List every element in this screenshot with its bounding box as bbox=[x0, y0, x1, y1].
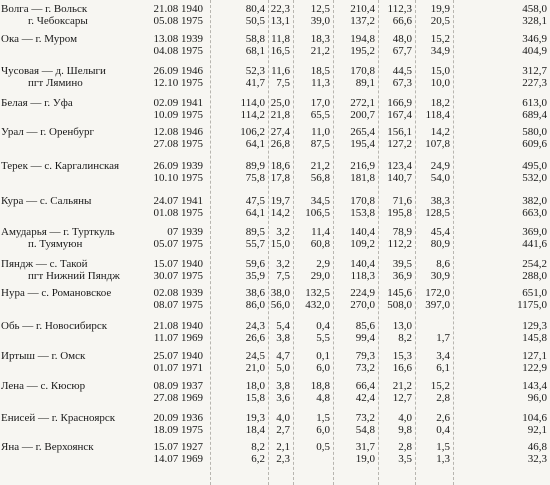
station-name: г. Чебоксары bbox=[28, 15, 88, 27]
table-cell: 15,2 bbox=[430, 33, 450, 45]
table-cell: 15,0 bbox=[430, 65, 450, 77]
table-cell: 12,5 bbox=[310, 3, 330, 15]
table-cell: 18,6 bbox=[270, 160, 290, 172]
table-cell: 38,0 bbox=[270, 287, 290, 299]
table-cell: 6,0 bbox=[316, 362, 330, 374]
observation-date: 11.07 1969 bbox=[153, 332, 203, 344]
table-cell: 55,7 bbox=[245, 238, 265, 250]
table-cell: 397,0 bbox=[425, 299, 450, 311]
table-cell: 129,3 bbox=[522, 320, 547, 332]
table-cell: 34,9 bbox=[430, 45, 450, 57]
table-row-group bbox=[0, 320, 550, 344]
table-cell: 346,9 bbox=[522, 33, 547, 45]
table-cell: 54,0 bbox=[430, 172, 450, 184]
table-cell: 104,6 bbox=[522, 412, 547, 424]
table-cell: 21,8 bbox=[270, 109, 290, 121]
observation-date: 08.07 1975 bbox=[153, 299, 203, 311]
table-cell: 68,1 bbox=[245, 45, 265, 57]
table-cell: 89,9 bbox=[245, 160, 265, 172]
table-cell: 4,0 bbox=[276, 412, 290, 424]
observation-date: 08.09 1937 bbox=[153, 380, 203, 392]
table-cell: 16,5 bbox=[270, 45, 290, 57]
table-cell: 143,4 bbox=[522, 380, 547, 392]
observation-date: 24.07 1941 bbox=[153, 195, 203, 207]
station-name: Ока — г. Муром bbox=[1, 33, 78, 45]
table-cell: 96,0 bbox=[527, 392, 547, 404]
table-cell: 6,0 bbox=[316, 424, 330, 436]
table-cell: 613,0 bbox=[522, 97, 547, 109]
table-cell: 38,3 bbox=[430, 195, 450, 207]
table-cell: 167,4 bbox=[387, 109, 412, 121]
table-cell: 170,8 bbox=[350, 65, 375, 77]
table-cell: 11,8 bbox=[271, 33, 290, 45]
observation-date: 20.09 1936 bbox=[153, 412, 203, 424]
observation-date: 10.10 1975 bbox=[153, 172, 203, 184]
table-cell: 123,4 bbox=[387, 160, 412, 172]
table-cell: 79,3 bbox=[355, 350, 375, 362]
table-cell: 122,9 bbox=[522, 362, 547, 374]
table-cell: 508,0 bbox=[387, 299, 412, 311]
table-cell: 25,0 bbox=[270, 97, 290, 109]
table-cell: 52,3 bbox=[245, 65, 265, 77]
table-cell: 609,6 bbox=[522, 138, 547, 150]
table-row-group bbox=[0, 226, 550, 250]
observation-date: 15.07 1940 bbox=[153, 258, 203, 270]
table-cell: 441,6 bbox=[522, 238, 547, 250]
table-cell: 56,8 bbox=[310, 172, 330, 184]
table-cell: 17,0 bbox=[310, 97, 330, 109]
table-cell: 458,0 bbox=[522, 3, 547, 15]
table-cell: 2,8 bbox=[398, 441, 412, 453]
table-cell: 0,5 bbox=[316, 441, 330, 453]
station-name: Урал — г. Оренбург bbox=[1, 126, 94, 138]
table-cell: 2,7 bbox=[276, 424, 290, 436]
observation-date: 05.08 1975 bbox=[153, 15, 203, 27]
table-row-group bbox=[0, 258, 550, 282]
table-cell: 99,4 bbox=[355, 332, 375, 344]
station-name: Енисей — г. Красноярск bbox=[1, 412, 116, 424]
observation-date: 02.08 1939 bbox=[153, 287, 203, 299]
table-cell: 153,8 bbox=[350, 207, 375, 219]
table-cell: 21,2 bbox=[310, 160, 330, 172]
observation-date: 30.07 1975 bbox=[153, 270, 203, 282]
table-cell: 27,4 bbox=[270, 126, 290, 138]
observation-date: 12.08 1946 bbox=[153, 126, 203, 138]
table-cell: 19,3 bbox=[245, 412, 265, 424]
table-cell: 8,2 bbox=[251, 441, 265, 453]
station-name: Волга — г. Вольск bbox=[1, 3, 88, 15]
table-cell: 2,9 bbox=[316, 258, 330, 270]
table-cell: 21,2 bbox=[392, 380, 412, 392]
table-cell: 224,9 bbox=[350, 287, 375, 299]
table-cell: 78,9 bbox=[392, 226, 412, 238]
table-cell: 73,2 bbox=[355, 412, 375, 424]
table-cell: 3,5 bbox=[398, 453, 412, 465]
table-cell: 1175,0 bbox=[517, 299, 547, 311]
table-cell: 137,2 bbox=[350, 15, 375, 27]
table-cell: 132,5 bbox=[305, 287, 330, 299]
table-cell: 5,5 bbox=[316, 332, 330, 344]
table-row-group bbox=[0, 412, 550, 436]
table-cell: 17,8 bbox=[270, 172, 290, 184]
table-cell: 45,4 bbox=[430, 226, 450, 238]
table-cell: 19,9 bbox=[430, 3, 450, 15]
table-cell: 3,6 bbox=[276, 392, 290, 404]
table-cell: 14,2 bbox=[430, 126, 450, 138]
table-row-group bbox=[0, 33, 550, 57]
observation-date: 26.09 1939 bbox=[153, 160, 203, 172]
table-cell: 114,2 bbox=[240, 109, 265, 121]
table-cell: 1,5 bbox=[436, 441, 450, 453]
table-cell: 5,0 bbox=[276, 362, 290, 374]
station-name: Терек — с. Каргалинская bbox=[1, 160, 120, 172]
table-cell: 272,1 bbox=[350, 97, 375, 109]
table-cell: 3,8 bbox=[276, 332, 290, 344]
table-cell: 200,7 bbox=[350, 109, 375, 121]
table-cell: 2,3 bbox=[276, 453, 290, 465]
table-row-group bbox=[0, 441, 550, 465]
observation-date: 15.07 1927 bbox=[153, 441, 203, 453]
table-cell: 92,1 bbox=[527, 424, 547, 436]
table-cell: 0,4 bbox=[436, 424, 450, 436]
table-cell: 8,6 bbox=[436, 258, 450, 270]
observation-date: 10.09 1975 bbox=[153, 109, 203, 121]
table-cell: 1,5 bbox=[316, 412, 330, 424]
table-cell: 64,1 bbox=[245, 138, 265, 150]
table-cell: 35,9 bbox=[245, 270, 265, 282]
table-cell: 145,6 bbox=[387, 287, 412, 299]
table-cell: 54,8 bbox=[355, 424, 375, 436]
table-cell: 689,4 bbox=[522, 109, 547, 121]
table-cell: 56,0 bbox=[270, 299, 290, 311]
table-cell: 21,0 bbox=[245, 362, 265, 374]
table-cell: 60,8 bbox=[310, 238, 330, 250]
station-name: Яна — г. Верхоянск bbox=[1, 441, 94, 453]
table-cell: 18,4 bbox=[245, 424, 265, 436]
table-cell: 39,0 bbox=[310, 15, 330, 27]
table-cell: 2,8 bbox=[436, 392, 450, 404]
table-cell: 11,6 bbox=[271, 65, 290, 77]
observation-date: 27.08 1969 bbox=[153, 392, 203, 404]
table-cell: 18,2 bbox=[430, 97, 450, 109]
station-name: Чусовая — д. Шелыги bbox=[1, 65, 106, 77]
table-cell: 13,1 bbox=[270, 15, 290, 27]
table-cell: 20,5 bbox=[430, 15, 450, 27]
observation-date: 13.08 1939 bbox=[153, 33, 203, 45]
table-cell: 86,0 bbox=[245, 299, 265, 311]
table-cell: 12,7 bbox=[392, 392, 412, 404]
table-row-group bbox=[0, 380, 550, 404]
table-row-group bbox=[0, 97, 550, 121]
table-cell: 382,0 bbox=[522, 195, 547, 207]
observation-date: 02.09 1941 bbox=[153, 97, 203, 109]
table-cell: 3,2 bbox=[276, 226, 290, 238]
table-cell: 15,3 bbox=[392, 350, 412, 362]
observation-date: 01.08 1975 bbox=[153, 207, 203, 219]
observation-date: 01.07 1971 bbox=[153, 362, 203, 374]
station-name: Обь — г. Новосибирск bbox=[1, 320, 108, 332]
table-cell: 532,0 bbox=[522, 172, 547, 184]
observation-date: 27.08 1975 bbox=[153, 138, 203, 150]
table-cell: 73,2 bbox=[355, 362, 375, 374]
table-cell: 11,3 bbox=[311, 77, 330, 89]
observation-date: 25.07 1940 bbox=[153, 350, 203, 362]
station-name: Кура — с. Сальяны bbox=[1, 195, 92, 207]
table-cell: 112,3 bbox=[387, 3, 412, 15]
table-cell: 254,2 bbox=[522, 258, 547, 270]
table-cell: 127,1 bbox=[522, 350, 547, 362]
table-cell: 404,9 bbox=[522, 45, 547, 57]
table-cell: 140,4 bbox=[350, 258, 375, 270]
table-cell: 89,5 bbox=[245, 226, 265, 238]
table-cell: 195,8 bbox=[387, 207, 412, 219]
table-cell: 29,0 bbox=[310, 270, 330, 282]
table-cell: 85,6 bbox=[355, 320, 375, 332]
table-cell: 80,4 bbox=[245, 3, 265, 15]
table-cell: 369,0 bbox=[522, 226, 547, 238]
table-cell: 80,9 bbox=[430, 238, 450, 250]
table-cell: 1,3 bbox=[436, 453, 450, 465]
table-cell: 18,0 bbox=[245, 380, 265, 392]
table-cell: 127,2 bbox=[387, 138, 412, 150]
station-name: п. Туямуюн bbox=[28, 238, 83, 250]
table-cell: 30,9 bbox=[430, 270, 450, 282]
table-cell: 2,6 bbox=[436, 412, 450, 424]
table-cell: 3,4 bbox=[436, 350, 450, 362]
observation-date: 14.07 1969 bbox=[153, 453, 203, 465]
table-cell: 65,5 bbox=[310, 109, 330, 121]
table-cell: 6,1 bbox=[436, 362, 450, 374]
table-cell: 32,3 bbox=[527, 453, 547, 465]
table-cell: 195,2 bbox=[350, 45, 375, 57]
table-cell: 24,9 bbox=[430, 160, 450, 172]
table-row-group bbox=[0, 350, 550, 374]
table-cell: 15,0 bbox=[270, 238, 290, 250]
table-cell: 107,8 bbox=[425, 138, 450, 150]
table-cell: 18,5 bbox=[310, 65, 330, 77]
table-cell: 170,8 bbox=[350, 195, 375, 207]
table-cell: 156,1 bbox=[387, 126, 412, 138]
table-cell: 106,5 bbox=[305, 207, 330, 219]
table-cell: 2,1 bbox=[276, 441, 290, 453]
table-cell: 112,2 bbox=[387, 238, 412, 250]
table-cell: 34,5 bbox=[310, 195, 330, 207]
table-row-group bbox=[0, 126, 550, 150]
table-cell: 31,7 bbox=[355, 441, 375, 453]
table-cell: 118,3 bbox=[350, 270, 375, 282]
table-cell: 18,3 bbox=[310, 33, 330, 45]
table-cell: 13,0 bbox=[392, 320, 412, 332]
table-cell: 210,4 bbox=[350, 3, 375, 15]
table-cell: 89,1 bbox=[355, 77, 375, 89]
table-cell: 5,4 bbox=[276, 320, 290, 332]
table-cell: 3,8 bbox=[276, 380, 290, 392]
table-cell: 114,0 bbox=[240, 97, 265, 109]
table-cell: 7,5 bbox=[276, 77, 290, 89]
table-cell: 38,6 bbox=[245, 287, 265, 299]
table-cell: 21,2 bbox=[310, 45, 330, 57]
table-cell: 50,5 bbox=[245, 15, 265, 27]
table-cell: 22,3 bbox=[270, 3, 290, 15]
table-cell: 87,5 bbox=[310, 138, 330, 150]
table-cell: 14,2 bbox=[270, 207, 290, 219]
table-cell: 26,8 bbox=[270, 138, 290, 150]
table-cell: 580,0 bbox=[522, 126, 547, 138]
table-cell: 270,0 bbox=[350, 299, 375, 311]
table-cell: 288,0 bbox=[522, 270, 547, 282]
table-cell: 651,0 bbox=[522, 287, 547, 299]
station-name: Иртыш — г. Омск bbox=[1, 350, 86, 362]
table-cell: 71,6 bbox=[392, 195, 412, 207]
table-cell: 0,4 bbox=[316, 320, 330, 332]
table-cell: 106,2 bbox=[240, 126, 265, 138]
table-cell: 3,2 bbox=[276, 258, 290, 270]
station-name: Амударья — г. Турткуль bbox=[1, 226, 115, 238]
table-row-group bbox=[0, 160, 550, 184]
table-cell: 166,9 bbox=[387, 97, 412, 109]
station-name: Нура — с. Романовское bbox=[1, 287, 112, 299]
table-cell: 9,8 bbox=[398, 424, 412, 436]
table-cell: 58,8 bbox=[245, 33, 265, 45]
table-cell: 19,0 bbox=[355, 453, 375, 465]
table-cell: 312,7 bbox=[522, 65, 547, 77]
table-cell: 10,0 bbox=[430, 77, 450, 89]
table-cell: 432,0 bbox=[305, 299, 330, 311]
table-cell: 118,4 bbox=[425, 109, 450, 121]
table-cell: 47,5 bbox=[245, 195, 265, 207]
observation-date: 21.08 1940 bbox=[153, 3, 203, 15]
table-cell: 59,6 bbox=[245, 258, 265, 270]
station-name: Пяндж — с. Такой bbox=[1, 258, 88, 270]
table-cell: 216,9 bbox=[350, 160, 375, 172]
table-cell: 11,0 bbox=[311, 126, 330, 138]
table-cell: 36,9 bbox=[392, 270, 412, 282]
table-row-group bbox=[0, 195, 550, 219]
table-cell: 16,6 bbox=[392, 362, 412, 374]
table-cell: 44,5 bbox=[392, 65, 412, 77]
table-cell: 66,4 bbox=[355, 380, 375, 392]
table-cell: 6,2 bbox=[251, 453, 265, 465]
table-cell: 11,4 bbox=[311, 226, 330, 238]
table-cell: 145,8 bbox=[522, 332, 547, 344]
table-cell: 64,1 bbox=[245, 207, 265, 219]
observation-date: 18.09 1975 bbox=[153, 424, 203, 436]
table-cell: 663,0 bbox=[522, 207, 547, 219]
table-cell: 26,6 bbox=[245, 332, 265, 344]
table-cell: 67,7 bbox=[392, 45, 412, 57]
observation-date: 12.10 1975 bbox=[153, 77, 203, 89]
table-cell: 15,2 bbox=[430, 380, 450, 392]
table-cell: 46,8 bbox=[527, 441, 547, 453]
table-cell: 172,0 bbox=[425, 287, 450, 299]
table-cell: 48,0 bbox=[392, 33, 412, 45]
table-cell: 42,4 bbox=[355, 392, 375, 404]
table-cell: 128,5 bbox=[425, 207, 450, 219]
table-cell: 41,7 bbox=[245, 77, 265, 89]
table-cell: 75,8 bbox=[245, 172, 265, 184]
table-cell: 66,6 bbox=[392, 15, 412, 27]
observation-date: 26.09 1946 bbox=[153, 65, 203, 77]
observation-date: 05.07 1975 bbox=[153, 238, 203, 250]
observation-date: 07 1939 bbox=[167, 226, 203, 238]
table-cell: 194,8 bbox=[350, 33, 375, 45]
table-cell: 24,3 bbox=[245, 320, 265, 332]
table-cell: 4,8 bbox=[316, 392, 330, 404]
table-cell: 19,7 bbox=[270, 195, 290, 207]
table-cell: 7,5 bbox=[276, 270, 290, 282]
table-cell: 328,1 bbox=[522, 15, 547, 27]
table-cell: 67,3 bbox=[392, 77, 412, 89]
table-cell: 195,4 bbox=[350, 138, 375, 150]
table-cell: 15,8 bbox=[245, 392, 265, 404]
table-cell: 227,3 bbox=[522, 77, 547, 89]
table-cell: 265,4 bbox=[350, 126, 375, 138]
table-cell: 1,7 bbox=[436, 332, 450, 344]
table-cell: 0,1 bbox=[316, 350, 330, 362]
table-cell: 181,8 bbox=[350, 172, 375, 184]
table-cell: 39,5 bbox=[392, 258, 412, 270]
table-cell: 18,8 bbox=[310, 380, 330, 392]
table-row-group bbox=[0, 3, 550, 27]
table-row-group bbox=[0, 287, 550, 311]
table-cell: 4,0 bbox=[398, 412, 412, 424]
table-cell: 24,5 bbox=[245, 350, 265, 362]
table-cell: 495,0 bbox=[522, 160, 547, 172]
table-cell: 140,4 bbox=[350, 226, 375, 238]
observation-date: 04.08 1975 bbox=[153, 45, 203, 57]
station-name: пгт Нижний Пяндж bbox=[28, 270, 120, 282]
station-name: Белая — г. Уфа bbox=[1, 97, 73, 109]
table-cell: 4,7 bbox=[276, 350, 290, 362]
station-name: пгт Лямино bbox=[28, 77, 83, 89]
table-row-group bbox=[0, 65, 550, 89]
observation-date: 21.08 1940 bbox=[153, 320, 203, 332]
table-cell: 109,2 bbox=[350, 238, 375, 250]
table-cell: 8,2 bbox=[398, 332, 412, 344]
table-cell: 140,7 bbox=[387, 172, 412, 184]
station-name: Лена — с. Кюсюр bbox=[1, 380, 86, 392]
